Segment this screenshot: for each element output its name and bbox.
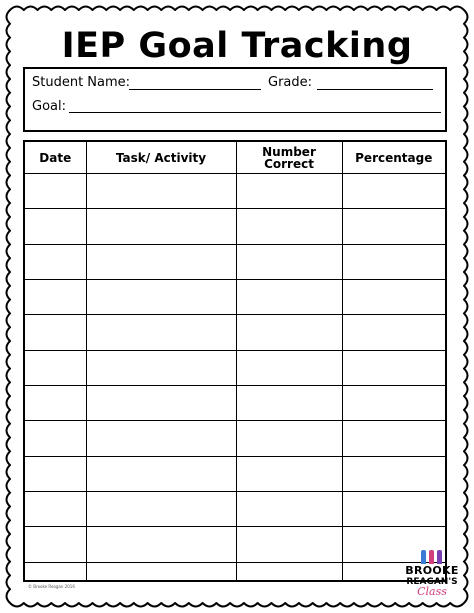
table-header-row (25, 142, 445, 174)
tracking-table (25, 142, 445, 580)
cell-task-activity[interactable] (86, 562, 236, 580)
cell-percentage[interactable] (342, 350, 445, 385)
grade-field[interactable] (317, 89, 433, 90)
table-row (25, 174, 445, 209)
cell-date[interactable] (25, 350, 86, 385)
crayon-blue (421, 550, 426, 564)
cell-percentage[interactable] (342, 315, 445, 350)
table-row (25, 280, 445, 315)
table-row (25, 421, 445, 456)
cell-date[interactable] (25, 386, 86, 421)
student-name-label: Student Name: (32, 75, 131, 90)
cell-task-activity[interactable] (86, 527, 236, 562)
tracking-table-box (23, 140, 447, 582)
cell-number-correct[interactable] (236, 386, 342, 421)
logo-line-1: BROOKE (405, 564, 459, 577)
cell-number-correct[interactable] (236, 315, 342, 350)
cell-number-correct[interactable] (236, 456, 342, 491)
column-header-task-activity: Task/ Activity (86, 142, 236, 174)
cell-number-correct[interactable] (236, 562, 342, 580)
copyright-text: © Brooke Reagan 2016 (28, 584, 75, 589)
cell-task-activity[interactable] (86, 421, 236, 456)
cell-number-correct[interactable] (236, 244, 342, 279)
crayon-purple (437, 550, 442, 564)
cell-percentage[interactable] (342, 244, 445, 279)
student-info-box (23, 67, 447, 132)
logo-line-3: Class (417, 585, 447, 598)
cell-percentage[interactable] (342, 280, 445, 315)
table-row (25, 386, 445, 421)
cell-task-activity[interactable] (86, 315, 236, 350)
student-name-field[interactable] (129, 89, 261, 90)
cell-date[interactable] (25, 456, 86, 491)
cell-task-activity[interactable] (86, 174, 236, 209)
cell-date[interactable] (25, 174, 86, 209)
cell-number-correct[interactable] (236, 174, 342, 209)
table-row (25, 209, 445, 244)
column-header-percentage: Percentage (342, 142, 445, 174)
cell-date[interactable] (25, 315, 86, 350)
cell-date[interactable] (25, 492, 86, 527)
column-header-number-correct: Number Correct (236, 142, 342, 174)
column-header-date: Date (25, 142, 86, 174)
cell-task-activity[interactable] (86, 280, 236, 315)
cell-date[interactable] (25, 527, 86, 562)
crayon-pink (429, 550, 434, 564)
table-row (25, 527, 445, 562)
cell-task-activity[interactable] (86, 492, 236, 527)
table-row (25, 492, 445, 527)
cell-task-activity[interactable] (86, 350, 236, 385)
cell-percentage[interactable] (342, 492, 445, 527)
cell-number-correct[interactable] (236, 492, 342, 527)
cell-date[interactable] (25, 209, 86, 244)
goal-field-line-1[interactable] (69, 112, 441, 113)
cell-percentage[interactable] (342, 456, 445, 491)
cell-percentage[interactable] (342, 386, 445, 421)
cell-number-correct[interactable] (236, 280, 342, 315)
cell-date[interactable] (25, 280, 86, 315)
cell-number-correct[interactable] (236, 421, 342, 456)
cell-percentage[interactable] (342, 209, 445, 244)
table-row (25, 456, 445, 491)
cell-percentage[interactable] (342, 174, 445, 209)
table-row (25, 562, 445, 580)
table-row (25, 350, 445, 385)
table-row (25, 315, 445, 350)
logo-line-2: REAGAN'S (406, 577, 458, 587)
table-row (25, 244, 445, 279)
cell-task-activity[interactable] (86, 209, 236, 244)
cell-number-correct[interactable] (236, 350, 342, 385)
grade-label: Grade: (268, 75, 313, 90)
table-body (25, 174, 445, 581)
cell-date[interactable] (25, 244, 86, 279)
page-title: IEP Goal Tracking (61, 26, 413, 66)
cell-date[interactable] (25, 421, 86, 456)
brand-logo (404, 548, 460, 606)
cell-number-correct[interactable] (236, 209, 342, 244)
goal-label: Goal: (32, 99, 66, 114)
cell-percentage[interactable] (342, 421, 445, 456)
cell-date[interactable] (25, 562, 86, 580)
cell-task-activity[interactable] (86, 456, 236, 491)
cell-number-correct[interactable] (236, 527, 342, 562)
cell-task-activity[interactable] (86, 244, 236, 279)
crayons-icon (419, 548, 445, 564)
cell-task-activity[interactable] (86, 386, 236, 421)
